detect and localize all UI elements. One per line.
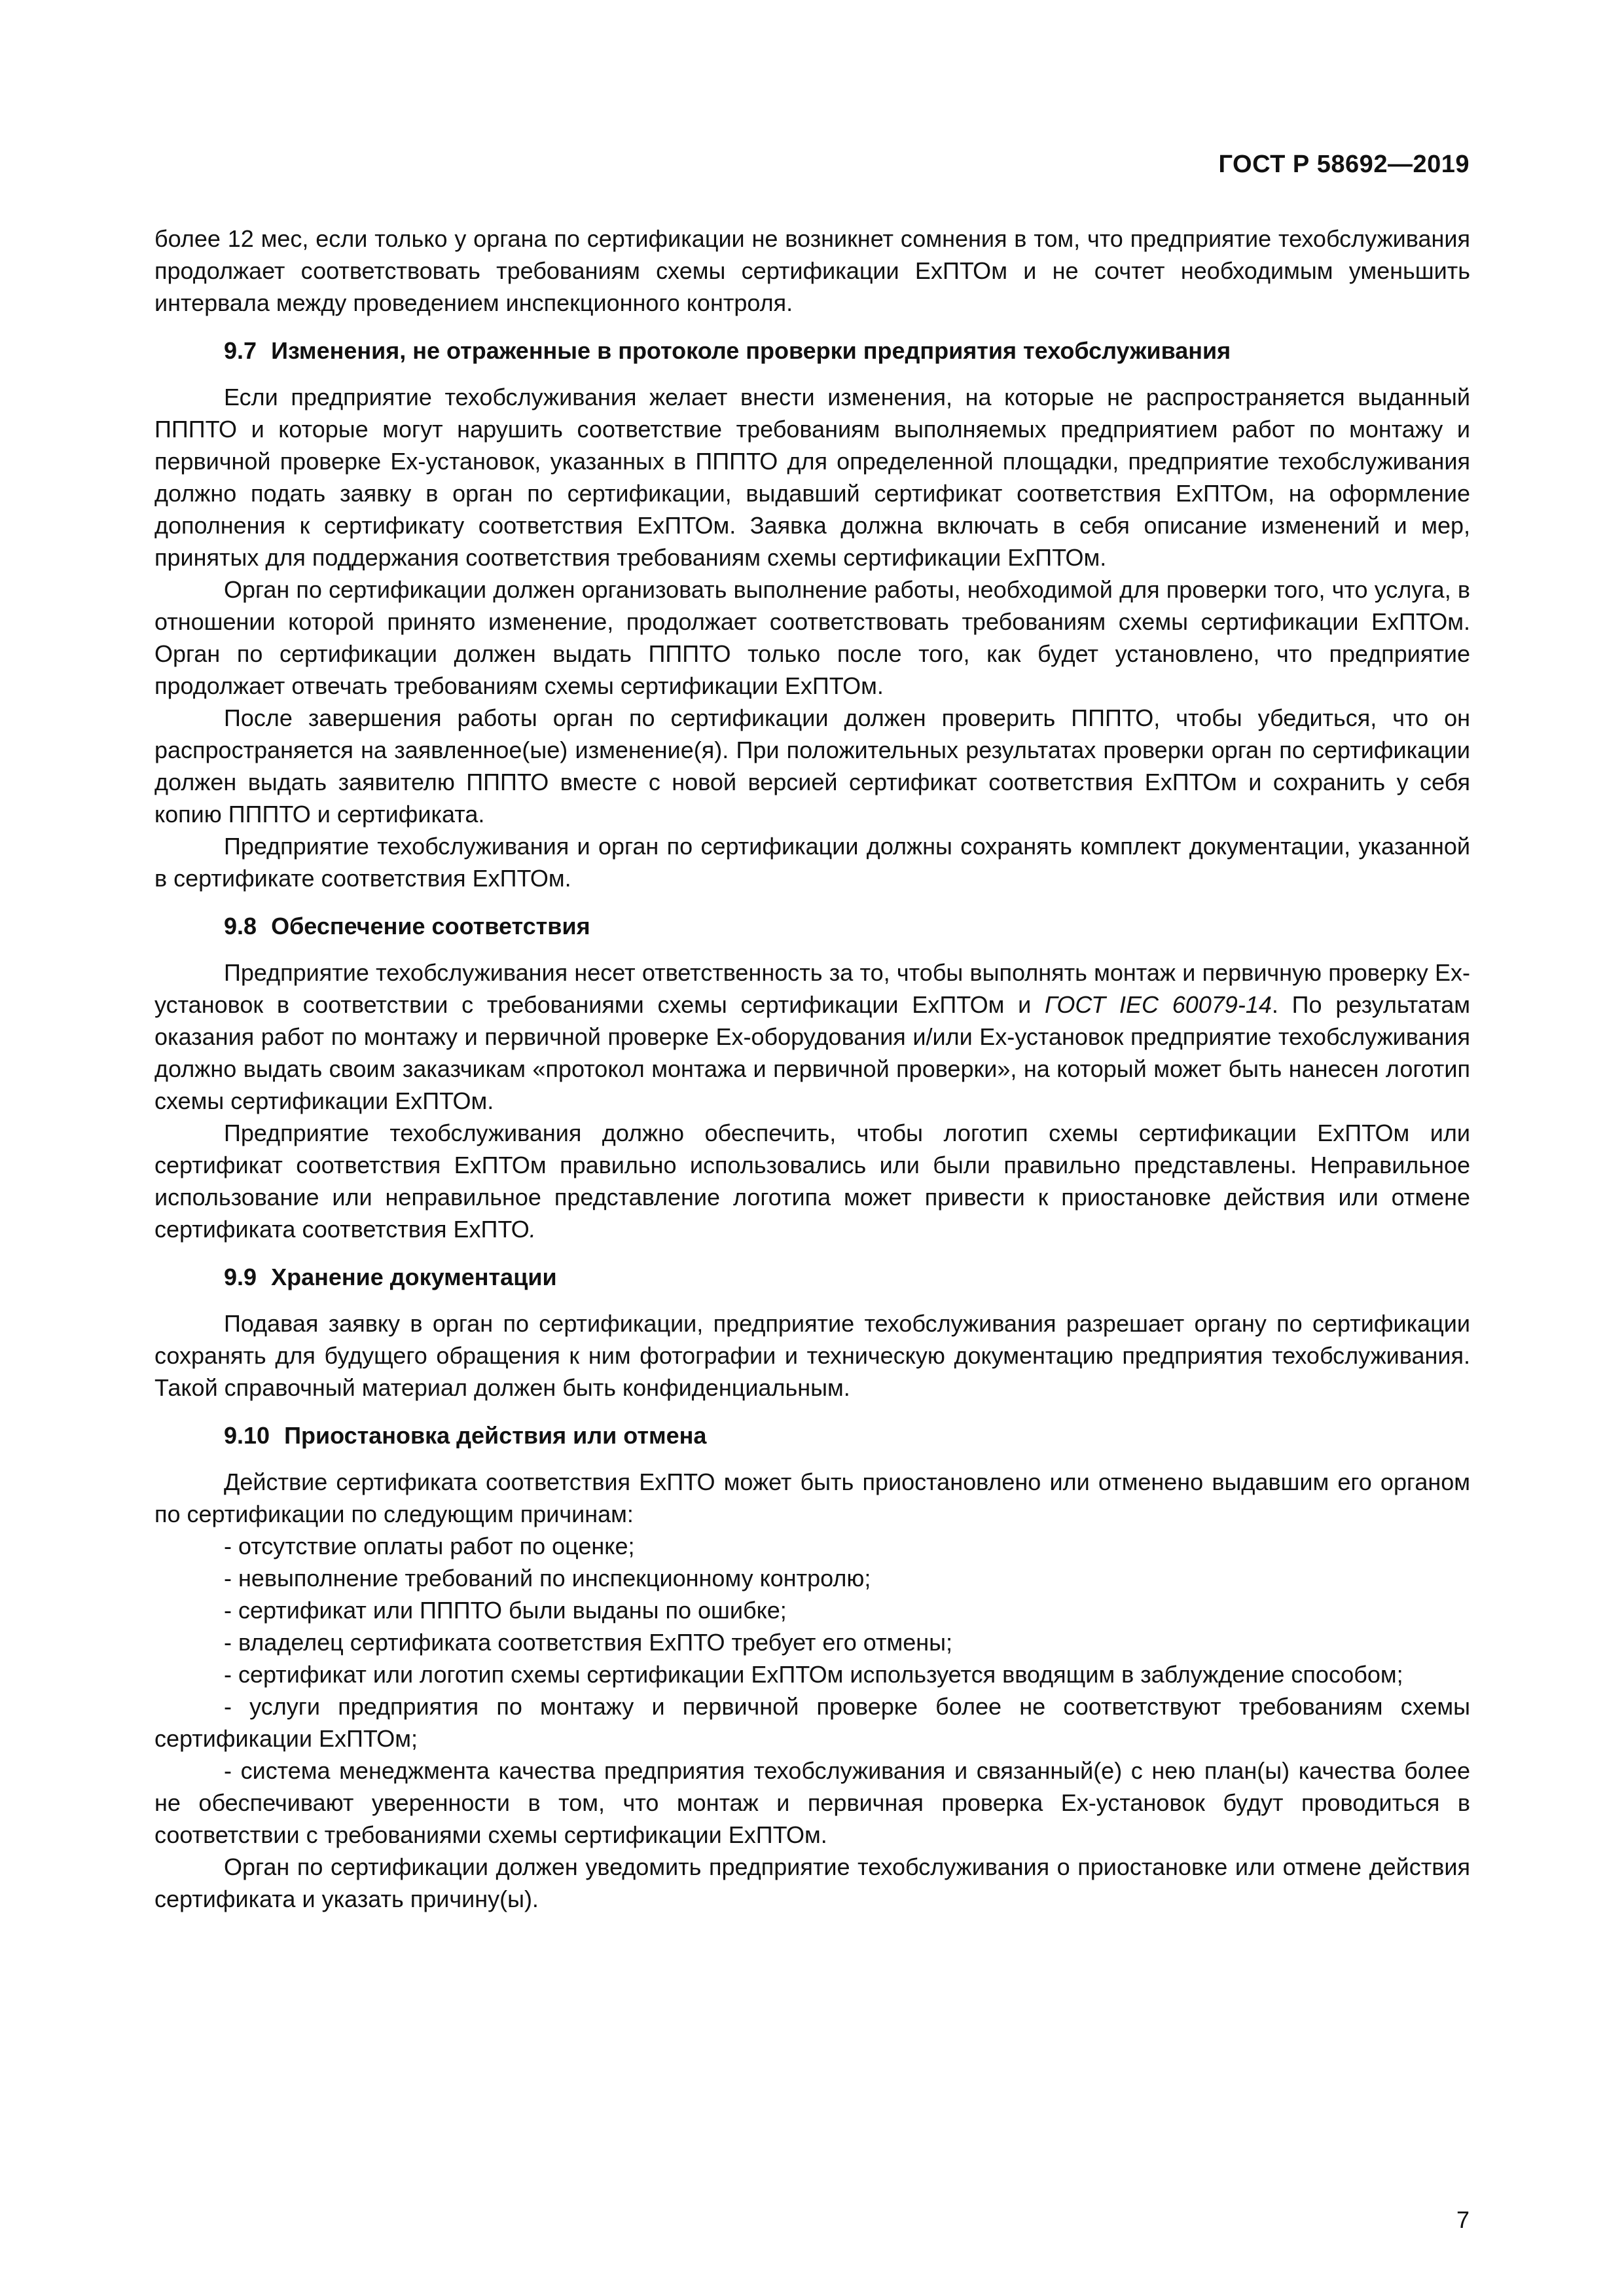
spacer (154, 319, 1470, 335)
page-number: 7 (1456, 2206, 1470, 2233)
section-heading-9-7 (154, 335, 1470, 367)
section-title: Обеспечение соответствия (271, 913, 590, 939)
standard-reference: ГОСТ IEC 60079-14 (1044, 991, 1272, 1018)
list-item: - сертификат или ПППТО были выданы по ошибке; (224, 1597, 787, 1624)
list-item: - услуги предприятия по монтажу и первичной проверке более не соответствуют требованиям схемы сертификации ExПТОм; (154, 1693, 1470, 1752)
paragraph: Действие сертификата соответствия ExПТО может быть приостановлено или отменено выдавшим его органом по сертификации по следующим причинам: (154, 1468, 1470, 1527)
section-title: Изменения, не отраженные в протоколе проверки предприятия техобслуживания (271, 337, 1231, 364)
paragraph: После завершения работы орган по сертификации должен проверить ПППТО, чтобы убедиться, что он распространяется на заявленное(ые) изменение(я). При положительных результатах проверки орган по сертификации должен выдать заявителю ПППТО вместе с новой версией сертификат соответствия ExПТОм и сохранить у себя копию ПППТО и сертификата. (154, 704, 1470, 828)
paragraph: Если предприятие техобслуживания желает внести изменения, на которые не распространяется выданный ПППТО и которые могут нарушить соответствие требованиям выполняемых предприятием работ по монтажу и первичной проверке Ex-установок, указанных в ПППТО для определенной площадки, предприятие техобслуживания должно подать заявку в орган по сертификации, выдавший сертификат соответствия ExПТОм, на оформление дополнения к сертификату соответствия ExПТОм. Заявка должна включать в себя описание изменений и мер, принятых для поддержания соответствия требованиям схемы сертификации ExПТОм. (154, 384, 1470, 571)
text-run: . (529, 1216, 536, 1243)
document-id: ГОСТ Р 58692—2019 (1218, 151, 1470, 178)
section-number: 9.8 (224, 913, 257, 939)
section-number: 9.7 (224, 337, 257, 364)
paragraph: Орган по сертификации должен организовать выполнение работы, необходимой для проверки того, что услуга, в отношении которой принято изменение, продолжает соответствовать требованиям схемы сертификации ExПТОм. Орган по сертификации должен выдать ПППТО только после того, как будет установлено, что предприятие продолжает отвечать требованиям схемы сертификации ExПТОм. (154, 576, 1470, 699)
section-heading-9-10 (154, 1419, 1470, 1451)
section-number: 9.9 (224, 1264, 257, 1290)
section-heading-9-9 (154, 1261, 1470, 1293)
text-run: Предприятие техобслуживания должно обеспечить, чтобы логотип схемы сертификации ExПТОм или сертификат соответствия ExПТОм правильно использовались или были правильно представлены. Неправильное использование или неправильное представление логотипа может привести к приостановке действия или отмене сертификата соответствия ExПТО (154, 1120, 1470, 1243)
paragraph (154, 957, 1470, 1117)
spacer (154, 1293, 1470, 1307)
paragraph (154, 1117, 1470, 1245)
list-item: - система менеджмента качества предприятия техобслуживания и связанный(е) с нею план(ы) качества более не обеспечивают уверенности в том, что монтаж и первичная проверка Ex-установок будут проводиться в соответствии с требованиями схемы сертификации ExПТОм. (154, 1757, 1470, 1848)
list-item: - отсутствие оплаты работ по оценке; (224, 1533, 635, 1559)
spacer (154, 1404, 1470, 1419)
spacer (154, 1245, 1470, 1261)
page-body (154, 223, 1470, 1915)
section-heading-9-8 (154, 910, 1470, 942)
list-item: - невыполнение требований по инспекционному контролю; (224, 1565, 871, 1592)
spacer (154, 894, 1470, 910)
paragraph: Предприятие техобслуживания и орган по сертификации должны сохранять комплект документации, указанной в сертификате соответствия ExПТОм. (154, 833, 1470, 892)
spacer (154, 1451, 1470, 1466)
text-run: Предприятие техобслуживания несет ответственность за то, чтобы выполнять монтаж и первичную проверку Ex-установок в соответствии с требованиями схемы сертификации ExПТОм и (154, 959, 1470, 1018)
text-run: . По результатам оказания работ по монтажу и первичной проверке Ex-оборудования и/или Ex-установок предприятие техобслуживания должно выдать своим заказчикам «протокол монтажа и первичной проверки», на который может быть нанесен логотип схемы сертификации ExПТОм. (154, 991, 1470, 1114)
intro-paragraph: более 12 мес, если только у органа по сертификации не возникнет сомнения в том, что предприятие техобслуживания продолжает соответствовать требованиям схемы сертификации ExПТОм и не сочтет необходимым уменьшить интервала между проведением инспекционного контроля. (154, 225, 1470, 316)
spacer (154, 367, 1470, 381)
spacer (154, 942, 1470, 957)
list-item: - сертификат или логотип схемы сертификации ExПТОм используется вводящим в заблуждение способом; (224, 1661, 1403, 1688)
section-number: 9.10 (224, 1422, 270, 1449)
section-title: Приостановка действия или отмена (284, 1422, 707, 1449)
list-item: - владелец сертификата соответствия ExПТО требует его отмены; (224, 1629, 953, 1656)
paragraph: Орган по сертификации должен уведомить предприятие техобслуживания о приостановке или отмене действия сертификата и указать причину(ы). (154, 1853, 1470, 1912)
section-title: Хранение документации (271, 1264, 557, 1290)
paragraph: Подавая заявку в орган по сертификации, предприятие техобслуживания разрешает органу по сертификации сохранять для будущего обращения к ним фотографии и техническую документацию предприятия техобслуживания. Такой справочный материал должен быть конфиденциальным. (154, 1310, 1470, 1401)
